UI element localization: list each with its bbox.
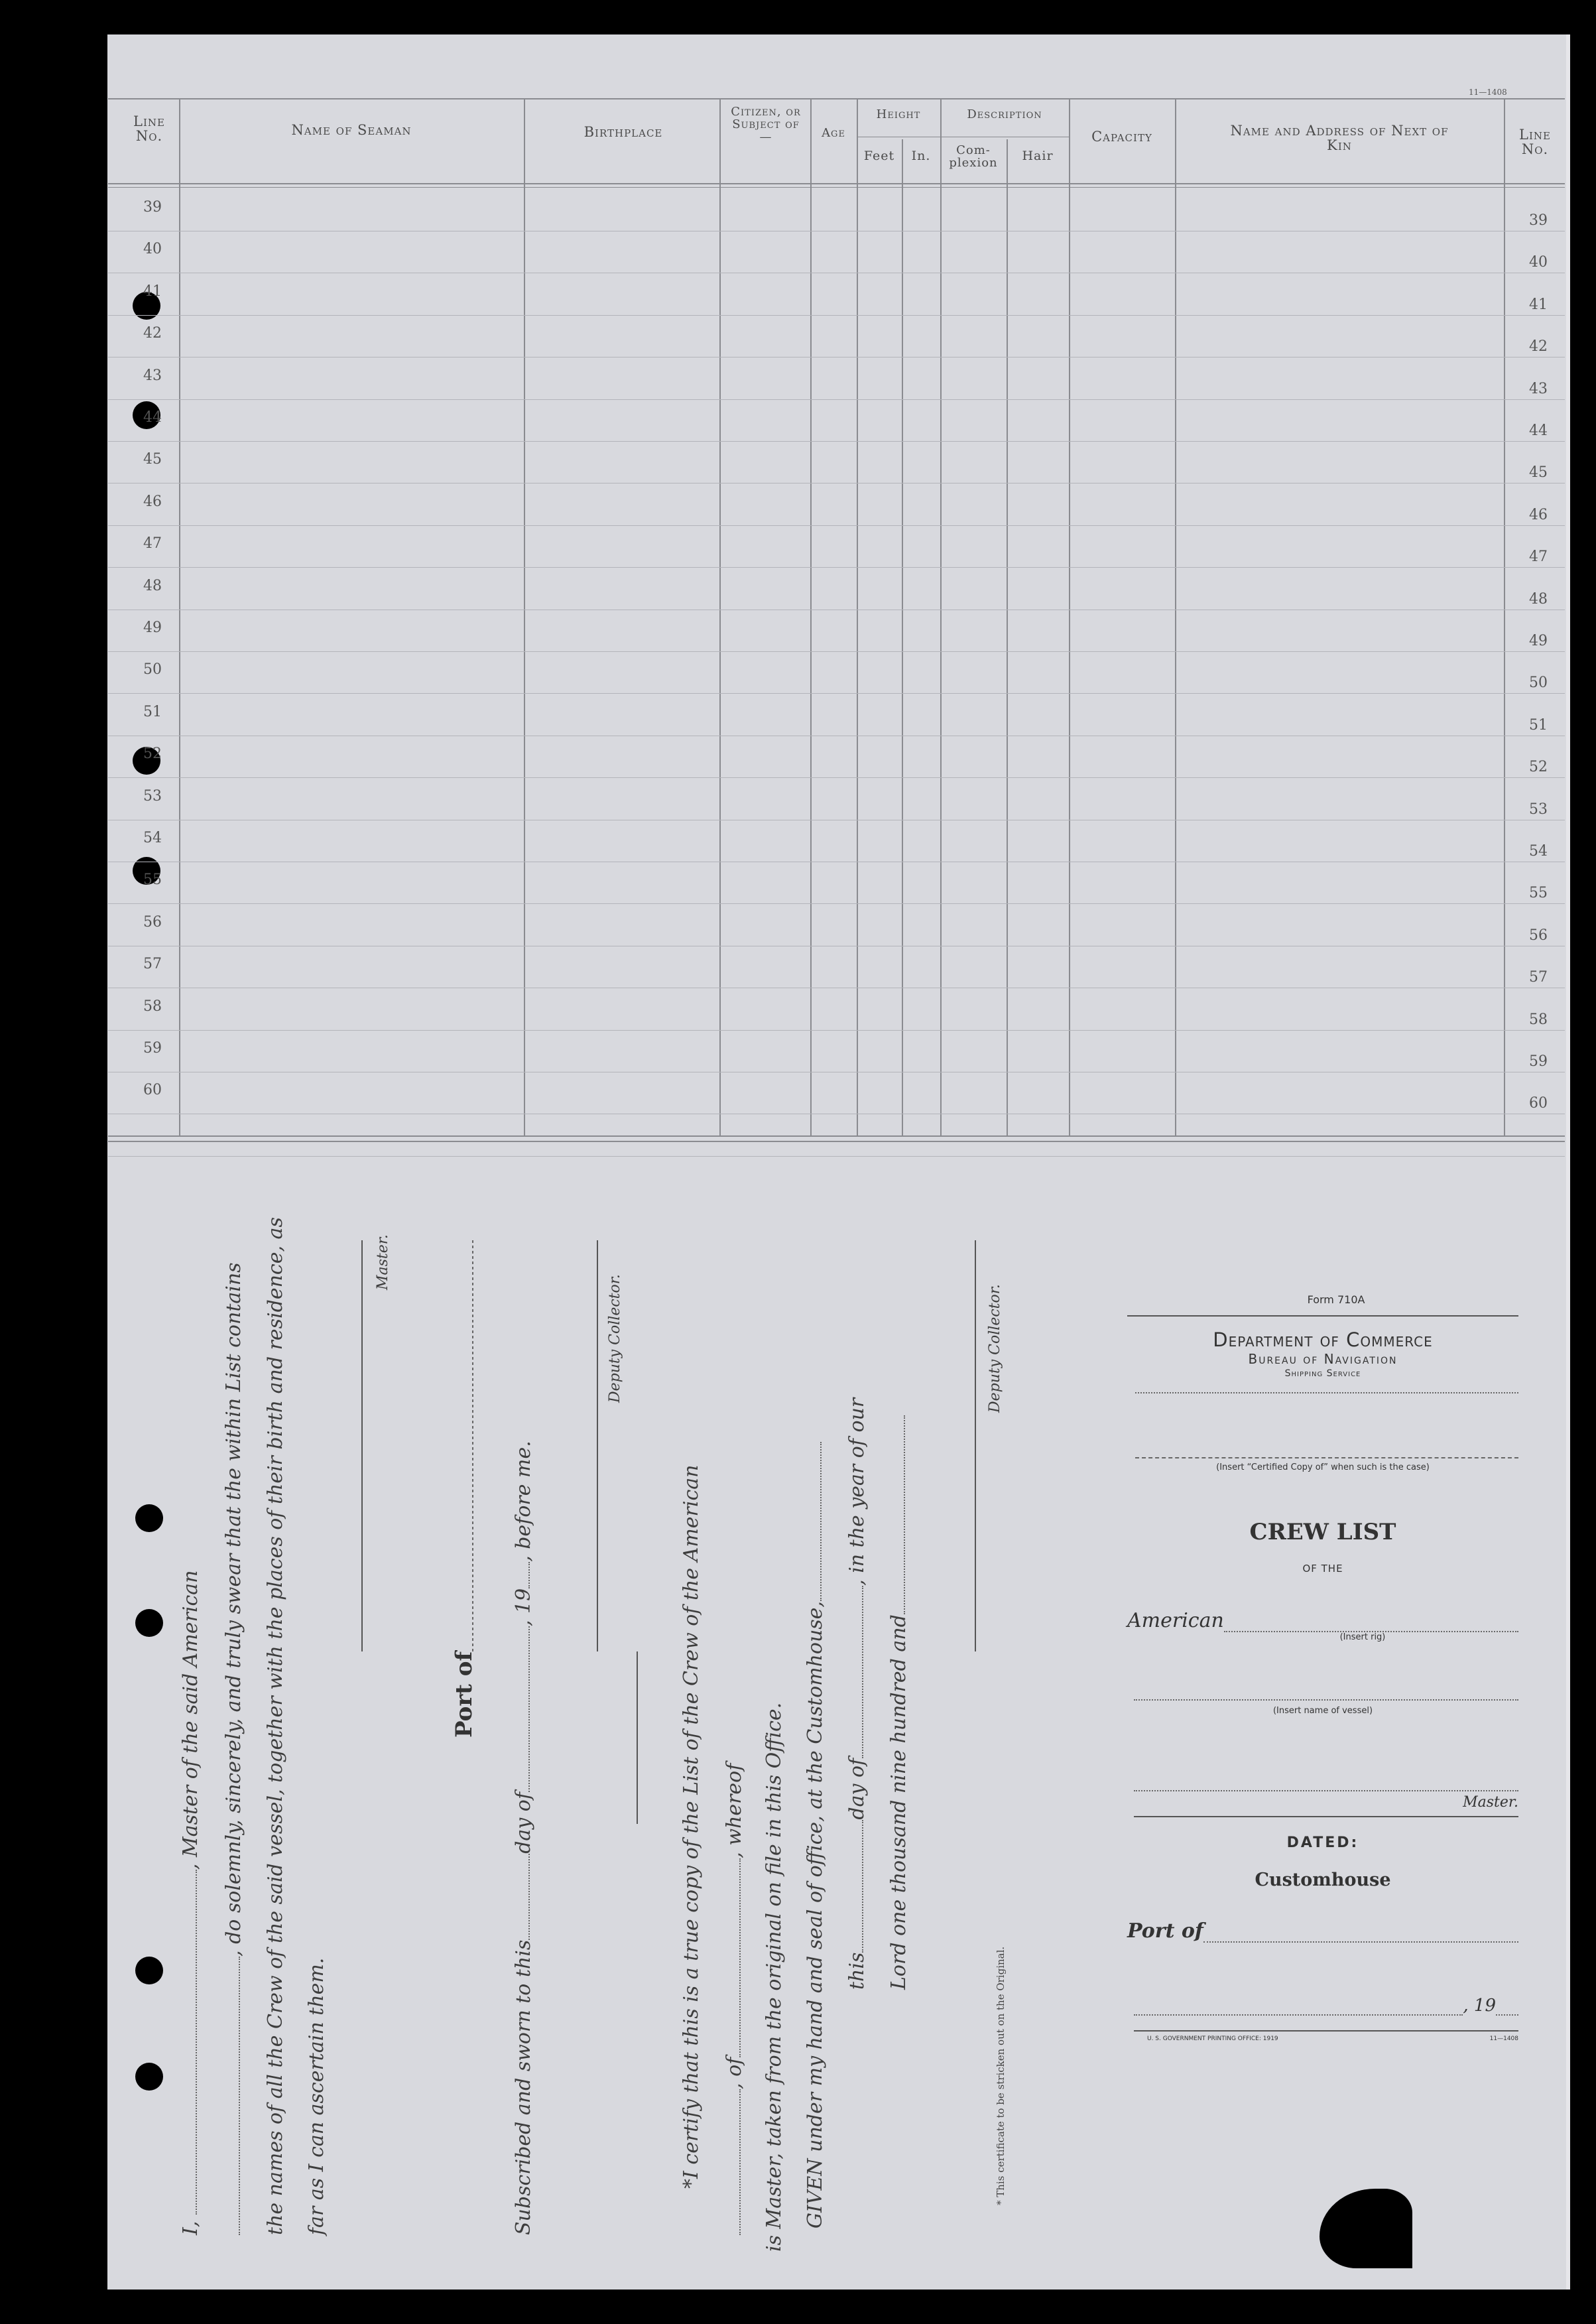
deputy-signature-line-1 [597,1240,598,1651]
row-line [108,567,1565,568]
oath-line-1: I, , Master of the said American [179,1570,202,2235]
year-label: , 19 [1463,1996,1496,2016]
line-number-left: 60 [143,1082,162,1099]
line-number-right: 58 [1529,1011,1548,1028]
line-number-right: 47 [1529,549,1548,566]
punch-hole [135,1957,163,1984]
crew-list-cover [1127,1293,1518,2042]
line-number-right: 39 [1529,212,1548,229]
header-age: Age [822,126,845,140]
oath-line-4: far as I can ascertain them. [305,1957,328,2235]
deputy-collector-label-2: Deputy Collector. [987,1284,1003,1413]
line-number-right: 59 [1529,1053,1548,1070]
customhouse-blank[interactable] [804,1442,822,1601]
row-line [108,1030,1565,1031]
header-citizen: Citizen, or Subject of— [731,105,801,144]
header-complexion: Com- plexion [949,143,998,170]
header-inches: In. [911,149,931,163]
row-line [108,693,1565,694]
line-number-left: 57 [143,956,162,973]
line-number-left: 43 [143,367,162,384]
oath-line-3: the names of all the Crew of the said vessel, together with the places of their birth and residence, as [264,1217,287,2235]
sworn-year-blank[interactable] [513,1562,530,1588]
given-line: GIVEN under my hand and seal of office, at the Customhouse, [804,1442,827,2228]
rig-blank[interactable] [723,2089,741,2235]
service-title: Shipping Service [1284,1368,1361,1379]
line-number-right: 57 [1529,969,1548,986]
form-code-bottom: 11—1408 [1489,2035,1518,2042]
port-of-line [472,1240,473,1651]
form-number: Form 710A [1307,1293,1365,1306]
row-line [108,441,1565,442]
certify-line-2: , of, whereof [723,1764,746,2235]
oath-line-2: , do solemnly, sincerely, and truly swear that the within List contains [222,1262,245,2235]
insert-rig-note: (Insert rig) [1339,1632,1386,1642]
line-number-left: 39 [143,199,162,216]
row-line [108,777,1565,778]
header-hair: Hair [1022,149,1054,163]
row-line [108,1156,1565,1157]
line-number-left: 54 [143,830,162,846]
line-number-right: 53 [1529,801,1548,818]
header-capacity: Capacity [1091,129,1152,145]
date-field[interactable] [1134,2001,1463,2016]
header-description: Description [967,107,1042,121]
line-number-right: 46 [1529,506,1548,523]
master-name-blank[interactable] [180,1870,197,2215]
line-number-left: 51 [143,703,162,720]
line-number-left: 46 [143,493,162,510]
header-height: Height [876,107,921,121]
customhouse-label: Customhouse [1255,1870,1391,1890]
printer-imprint: U. S. GOVERNMENT PRINTING OFFICE: 1919 [1147,2035,1278,2042]
subscribed-line: Subscribed and sworn to thisday of, 19, before me. [512,1441,535,2235]
line-number-left: 50 [143,661,162,678]
punch-hole [135,2063,163,2091]
master-label: Master. [1463,1794,1518,1811]
line-number-right: 45 [1529,464,1548,482]
header-line-no-right: Line No. [1519,127,1551,158]
line-number-left: 58 [143,998,162,1015]
dated-label: DATED: [1286,1835,1359,1851]
line-number-right: 54 [1529,843,1548,860]
row-line [108,903,1565,904]
punch-hole [135,1609,163,1637]
certify-line-3: is Master, taken from the original on file in this Office. [763,1702,786,2252]
line-number-right: 43 [1529,380,1548,397]
port-of-label: Port of [451,1651,477,1738]
certified-copy-field[interactable] [1135,1457,1518,1458]
line-number-left: 42 [143,325,162,342]
divider-line [637,1651,638,1824]
line-number-right: 42 [1529,338,1548,355]
crew-list-title: CREW LIST [1249,1519,1396,1545]
row-line [108,525,1565,526]
deputy-collector-label-1: Deputy Collector. [607,1274,623,1403]
header-feet: Feet [863,149,895,163]
line-number-left: 47 [143,535,162,552]
line-number-left: 45 [143,451,162,468]
line-number-left: 48 [143,577,162,594]
this-day-line: thisday of, in the year of our [845,1397,869,1990]
vessel-of-blank[interactable] [723,1858,741,2057]
department-title: Department of Commerce [1213,1328,1433,1351]
certify-line-1: *I certify that this is a true copy of the List of the Crew of the American [680,1464,703,2189]
line-number-left: 40 [143,241,162,258]
master-signature-line [361,1240,363,1651]
given-month-blank[interactable] [846,1586,863,1758]
punch-hole [135,1504,163,1532]
header-name-of-seaman: Name of Seaman [291,122,412,138]
line-number-right: 40 [1529,254,1548,271]
line-number-right: 51 [1529,716,1548,734]
american-label: American [1127,1609,1224,1632]
port-of-cover-label: Port of [1127,1919,1203,1943]
line-number-right: 60 [1529,1095,1548,1112]
line-number-left: 52 [143,745,162,763]
line-number-right: 44 [1529,422,1548,439]
line-number-right: 49 [1529,633,1548,649]
sworn-month-blank[interactable] [513,1626,530,1792]
rig-field[interactable] [1224,1616,1518,1632]
bureau-title: Bureau of Navigation [1248,1351,1398,1367]
given-day-blank[interactable] [846,1820,863,1953]
line-number-left: 55 [143,871,162,889]
line-number-left: 56 [143,913,162,931]
footnote: * This certificate to be stricken out on the Original. [995,1946,1007,2205]
line-number-right: 56 [1529,927,1548,944]
line-number-right: 52 [1529,759,1548,776]
line-number-right: 55 [1529,885,1548,902]
line-number-right: 50 [1529,675,1548,692]
port-field[interactable] [1203,1927,1518,1943]
row-line [108,651,1565,652]
line-number-left: 59 [143,1040,162,1057]
page-edge [1566,34,1570,2290]
sworn-day-blank[interactable] [513,1854,530,1940]
line-number-left: 49 [143,619,162,636]
line-number-right: 48 [1529,590,1548,608]
year-field[interactable] [1496,2001,1518,2016]
line-number-right: 41 [1529,296,1548,313]
row-line [108,399,1565,400]
vessel-name-blank[interactable] [223,1957,240,2235]
insert-certified-note: (Insert “Certified Copy of” when such is the case) [1216,1462,1430,1472]
header-line-no: Line No. [133,113,165,145]
of-the-label: OF THE [1302,1563,1343,1575]
lord-line: Lord one thousand nine hundred and [887,1415,910,1990]
header-next-of-kin: Name and Address of Next of Kin [1230,123,1449,154]
line-number-left: 41 [143,283,162,300]
vessel-name-field[interactable] [1134,1699,1518,1701]
master-field[interactable] [1134,1790,1518,1791]
form-code-top: 11—1408 [1469,88,1507,97]
insert-vessel-note: (Insert name of vessel) [1272,1706,1373,1716]
deputy-signature-line-2 [975,1240,976,1651]
row-line [108,315,1565,316]
line-number-left: 44 [143,409,162,426]
row-line [108,483,1565,484]
master-signature-label: Master. [375,1234,391,1290]
header-birthplace: Birthplace [583,124,663,140]
line-number-left: 53 [143,787,162,805]
year-blank[interactable] [888,1415,905,1614]
